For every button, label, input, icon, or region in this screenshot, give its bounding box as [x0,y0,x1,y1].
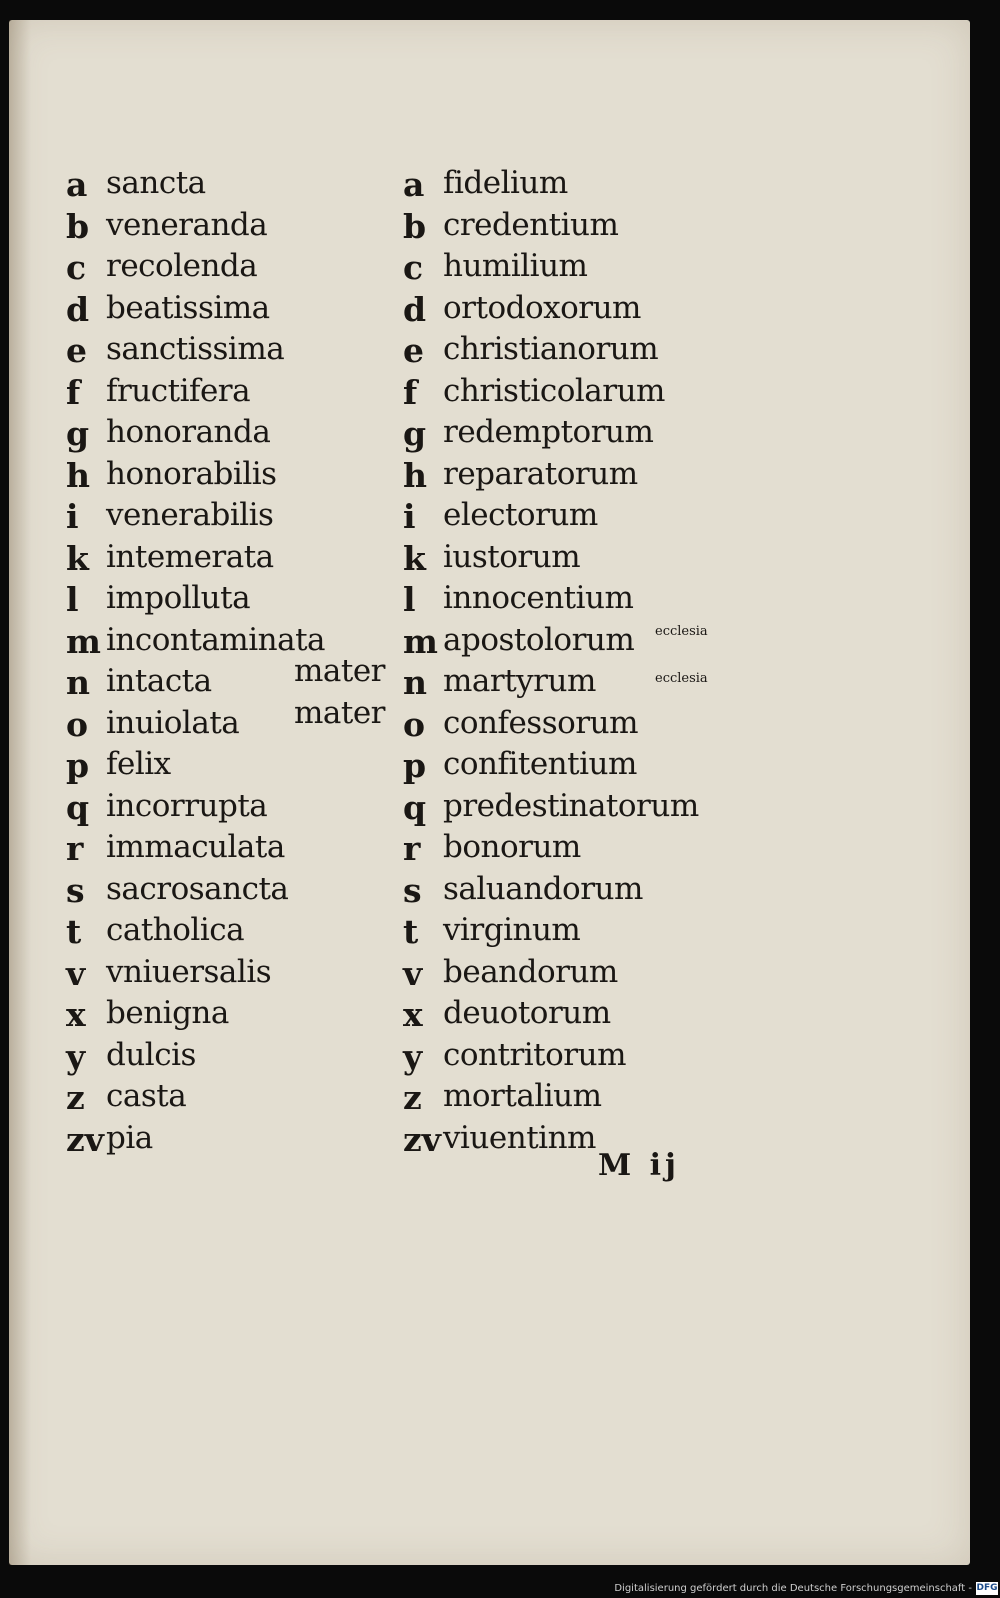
item-word: felix [106,746,171,782]
item-word: christianorum [443,331,659,367]
item-letter: t [403,912,419,951]
item-letter: a [403,165,425,204]
item-letter: c [403,248,424,287]
item-letter: x [66,995,86,1034]
item-word: beandorum [443,953,618,990]
item-word: impolluta [106,580,251,616]
item-letter: y [66,1036,86,1076]
item-word: inuiolata [106,704,240,741]
item-letter: d [66,289,90,329]
item-word: casta [106,1078,187,1114]
item-letter: d [403,289,427,329]
item-word: veneranda [106,206,268,243]
item-letter: c [66,248,87,287]
item-word: recolenda [106,248,258,284]
item-word: ortodoxorum [443,289,641,326]
item-letter: i [403,497,416,536]
item-letter: h [403,455,427,495]
item-letter: z [403,1078,422,1117]
item-letter: v [66,953,86,993]
item-word: credentium [443,206,619,243]
item-word: martyrum [443,663,596,699]
item-word: fructifera [106,372,251,409]
item-letter: n [66,663,90,702]
item-letter: m [66,621,101,661]
item-letter: h [66,455,90,495]
item-word: sanctissima [106,331,285,367]
item-word: confitentium [443,746,637,782]
item-letter: v [403,953,423,993]
item-letter: p [403,746,427,785]
item-word: fidelium [443,165,568,201]
item-letter: e [403,331,424,370]
item-letter: g [403,414,427,453]
item-word: deuotorum [443,995,611,1031]
page-gutter-shadow [9,20,31,1565]
item-letter: o [66,704,89,744]
item-word: beatissima [106,289,270,326]
item-word: mortalium [443,1078,602,1114]
item-letter: z [66,1078,85,1117]
mater-label: mater [294,653,385,689]
item-word: vniuersalis [106,953,272,990]
item-word: reparatorum [443,455,638,492]
item-word: honorabilis [106,455,277,492]
item-letter: zv [66,1119,104,1159]
item-letter: i [66,497,79,536]
item-word: catholica [106,912,245,948]
item-letter: k [66,538,89,578]
item-letter: p [66,746,90,785]
item-word: christicolarum [443,372,665,409]
item-letter: x [403,995,423,1034]
item-word: contritorum [443,1036,626,1073]
item-letter: a [66,165,88,204]
item-letter: q [403,787,427,827]
item-word: intacta [106,663,212,699]
item-word: humilium [443,248,588,284]
item-letter: r [403,829,421,868]
item-word: innocentium [443,580,634,616]
item-word: intemerata [106,538,274,575]
item-letter: f [403,372,418,412]
item-word: virginum [443,912,581,948]
item-word: honoranda [106,414,271,450]
item-letter: f [66,372,81,412]
item-letter: s [66,870,85,910]
item-word: dulcis [106,1036,196,1073]
item-word: sacrosancta [106,870,289,907]
item-letter: o [403,704,426,744]
item-letter: l [66,580,79,619]
item-letter: b [403,206,427,246]
item-letter: t [66,912,82,951]
item-letter: r [66,829,84,868]
ecclesia-label: ecclesia [655,624,708,639]
item-letter: g [66,414,90,453]
item-letter: q [66,787,90,827]
item-word: incorrupta [106,787,268,824]
item-word: bonorum [443,829,581,865]
item-word: saluandorum [443,870,643,907]
item-word: predestinatorum [443,787,699,824]
item-word: benigna [106,995,229,1031]
item-word: apostolorum [443,621,635,658]
item-word: immaculata [106,829,285,865]
item-letter: k [403,538,426,578]
dfg-logo: DFG [976,1583,998,1593]
item-letter: b [66,206,90,246]
item-word: pia [106,1119,153,1156]
mater-label: mater [294,695,385,731]
item-letter: s [403,870,422,910]
item-word: sancta [106,165,206,201]
item-word: iustorum [443,538,581,575]
item-letter: m [403,621,438,661]
ecclesia-label: ecclesia [655,671,708,686]
item-letter: n [403,663,427,702]
signature-mark: M ij [598,1148,680,1183]
item-letter: zv [403,1119,441,1159]
item-word: viuentinm [443,1119,596,1156]
item-word: redemptorum [443,414,654,450]
item-letter: e [66,331,87,370]
footer-credit: Digitalisierung gefördert durch die Deutsche Forschungsgemeinschaft - [614,1583,972,1594]
item-word: electorum [443,497,598,533]
item-letter: l [403,580,416,619]
item-word: venerabilis [106,497,274,533]
item-word: confessorum [443,704,638,741]
item-word: incontaminata [106,621,326,658]
item-letter: y [403,1036,423,1076]
